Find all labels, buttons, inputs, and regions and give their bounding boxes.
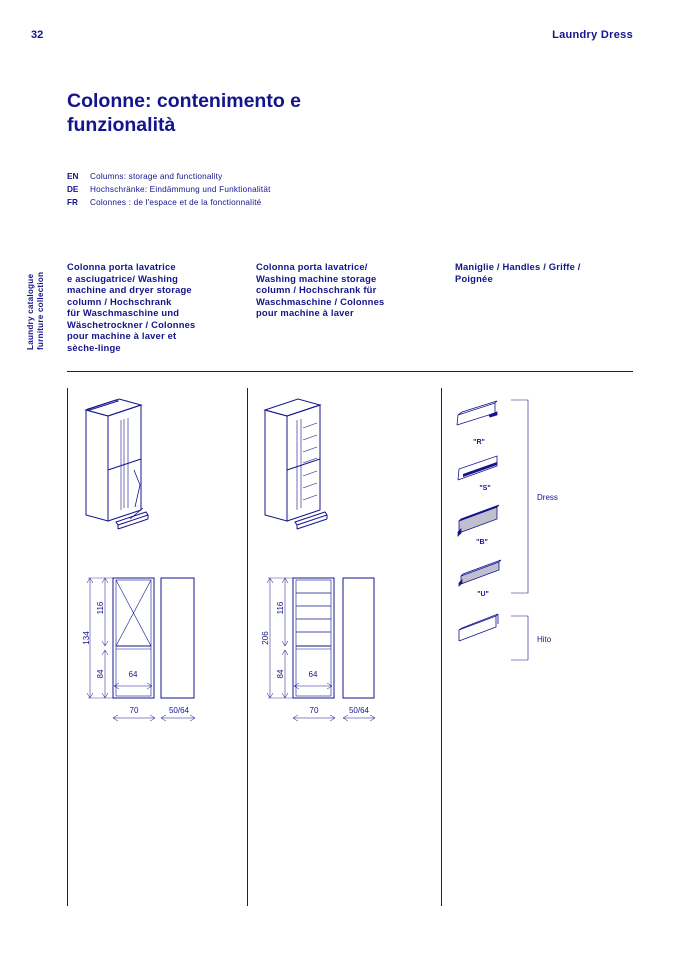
page-title: Colonne: contenimento e funzionalità [67, 90, 301, 136]
handle-b-drawing [458, 505, 499, 536]
dim-inner-width: 64 [308, 670, 318, 679]
handle-u-label: "U" [477, 591, 489, 598]
handle-hito-drawing [459, 614, 498, 641]
lang-text: Colonnes : de l'espace et de la fonctionnalité [90, 198, 262, 207]
heading-line: Washing machine storage [256, 272, 377, 284]
dim-height-total: 206 [261, 631, 270, 645]
lang-code: EN [67, 172, 79, 181]
heading-line: Wäschetrockner / Colonnes [67, 318, 196, 330]
lang-text: Columns: storage and functionality [90, 172, 223, 181]
lang-code: FR [67, 198, 78, 207]
heading-line: column / Hochschrank für [256, 284, 377, 295]
handle-r-drawing [457, 401, 497, 425]
dim-inner-width: 64 [128, 670, 138, 679]
lang-text: Hochschränke: Eindämmung und Funktionalität [90, 185, 271, 194]
handle-r-label: "R" [473, 439, 485, 446]
heading-line: Maniglie / Handles / Griffe / [455, 261, 581, 272]
dim-width: 70 [309, 706, 319, 715]
washer-column-elevation [267, 578, 375, 721]
bracket-hito [511, 616, 528, 660]
dim-height-bottom: 84 [96, 669, 105, 679]
heading-line: pour machine à laver et [67, 330, 177, 341]
group-label-hito: Hito [537, 635, 552, 644]
heading-line: für Waschmaschine und [67, 307, 180, 318]
lang-code: DE [67, 185, 79, 194]
dim-height-top: 116 [276, 601, 285, 615]
dim-height-total: 134 [82, 631, 91, 645]
handle-s-drawing [458, 456, 497, 480]
group-label-dress: Dress [537, 493, 558, 502]
handle-b-label: "B" [476, 539, 488, 546]
dim-height-top: 116 [96, 601, 105, 615]
sidebar-line-2: furniture collection [36, 271, 45, 350]
heading-line: Colonna porta lavatrice/ [256, 261, 368, 272]
dim-width: 70 [129, 706, 139, 715]
heading-line: machine and dryer storage [67, 284, 192, 295]
heading-line: e asciugatrice/ Washing [67, 272, 179, 284]
heading-line: pour machine à laver [256, 307, 354, 318]
washer-dryer-column-perspective [86, 399, 148, 529]
dim-height-bottom: 84 [276, 669, 285, 679]
heading-line: Waschmaschine / Colonnes [256, 295, 385, 307]
page-number: 32 [31, 29, 44, 41]
section-title: Laundry Dress [552, 29, 633, 41]
handle-u-drawing [459, 560, 501, 586]
dim-depth: 50/64 [168, 706, 190, 715]
heading-line: sèche-linge [67, 341, 121, 353]
washer-column-perspective [265, 399, 327, 529]
heading-line: column / Hochschrank [67, 295, 172, 307]
dim-depth: 50/64 [348, 706, 370, 715]
washer-dryer-column-elevation [87, 578, 195, 721]
bracket-dress [511, 400, 528, 593]
handle-s-label: "S" [479, 485, 491, 492]
sidebar-line-1: Laundry catalogue [26, 273, 35, 350]
heading-line: Poignée [455, 272, 493, 284]
heading-line: Colonna porta lavatrice [67, 261, 176, 272]
